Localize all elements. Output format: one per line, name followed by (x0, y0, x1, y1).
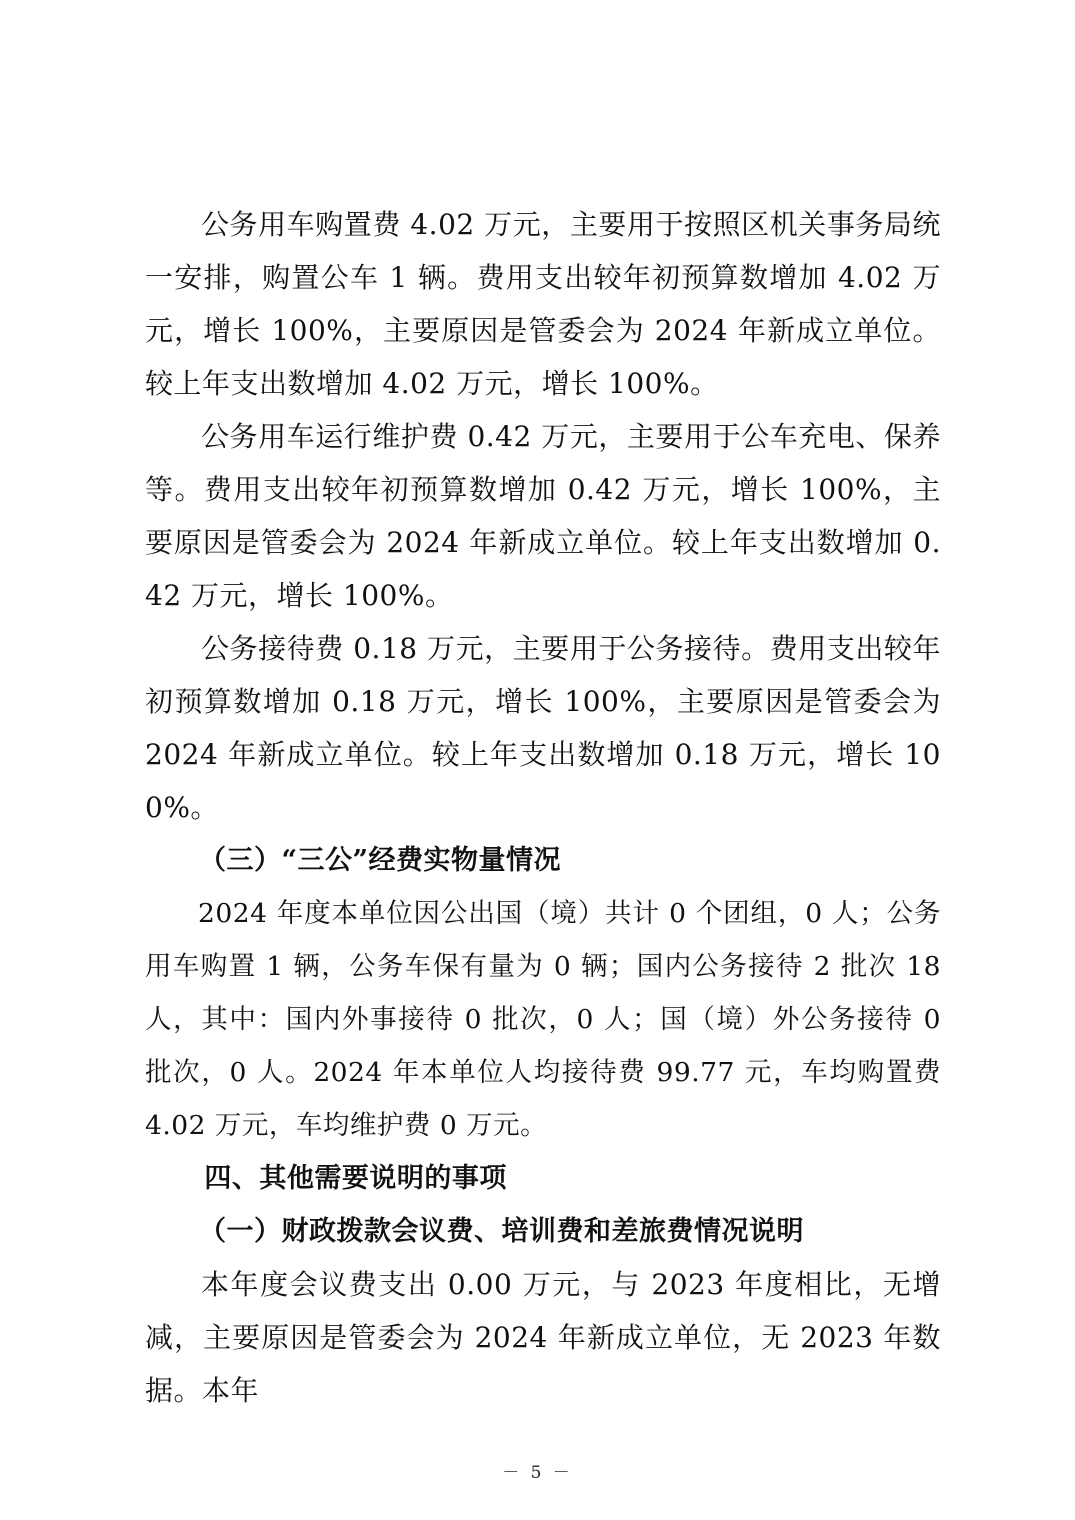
paragraph-car-maintenance: 公务用车运行维护费 0.42 万元，主要用于公车充电、保养等。费用支出较年初预算数增加 0.42 万元，增长 100%，主要原因是管委会为 2024 年新成立单位。较上年支出数增加 0.42 万元，增长 100%。 (145, 420, 941, 612)
paragraph-car-purchase: 公务用车购置费 4.02 万元，主要用于按照区机关事务局统一安排，购置公车 1 辆。费用支出较年初预算数增加 4.02 万元，增长 100%，主要原因是管委会为 2024 年新成立单位。较上年支出数增加 4.02 万元，增长 100%。 (145, 208, 941, 400)
paragraph-meeting-fee: 本年度会议费支出 0.00 万元，与 2023 年度相比，无增减，主要原因是管委会为 2024 年新成立单位，无 2023 年数据。本年 (145, 1268, 941, 1407)
heading-other-matters: 四、其他需要说明的事项 (204, 1163, 507, 1194)
page-number: － 5 － (502, 1463, 573, 1483)
heading-three-public-quantity: （三）“三公”经费实物量情况 (199, 845, 562, 876)
paragraph-physical-quantity: 2024 年度本单位因公出国（境）共计 0 个团组，0 人；公务用车购置 1 辆，公务车保有量为 0 辆；国内公务接待 2 批次 18 人，其中：国内外事接待 0 批次，0 人；国（境）外公务接待 0 批次，0 人。2024 年本单位人均接待费 99.77 元，车均购置费 4.02 万元，车均维护费 0 万元。 (145, 898, 941, 1141)
heading-meeting-training-travel: （一）财政拨款会议费、培训费和差旅费情况说明 (199, 1216, 804, 1247)
document-body (145, 198, 941, 1417)
paragraph-reception: 公务接待费 0.18 万元，主要用于公务接待。费用支出较年初预算数增加 0.18 万元，增长 100%，主要原因是管委会为 2024 年新成立单位。较上年支出数增加 0.18 万元，增长 100%。 (145, 632, 941, 824)
